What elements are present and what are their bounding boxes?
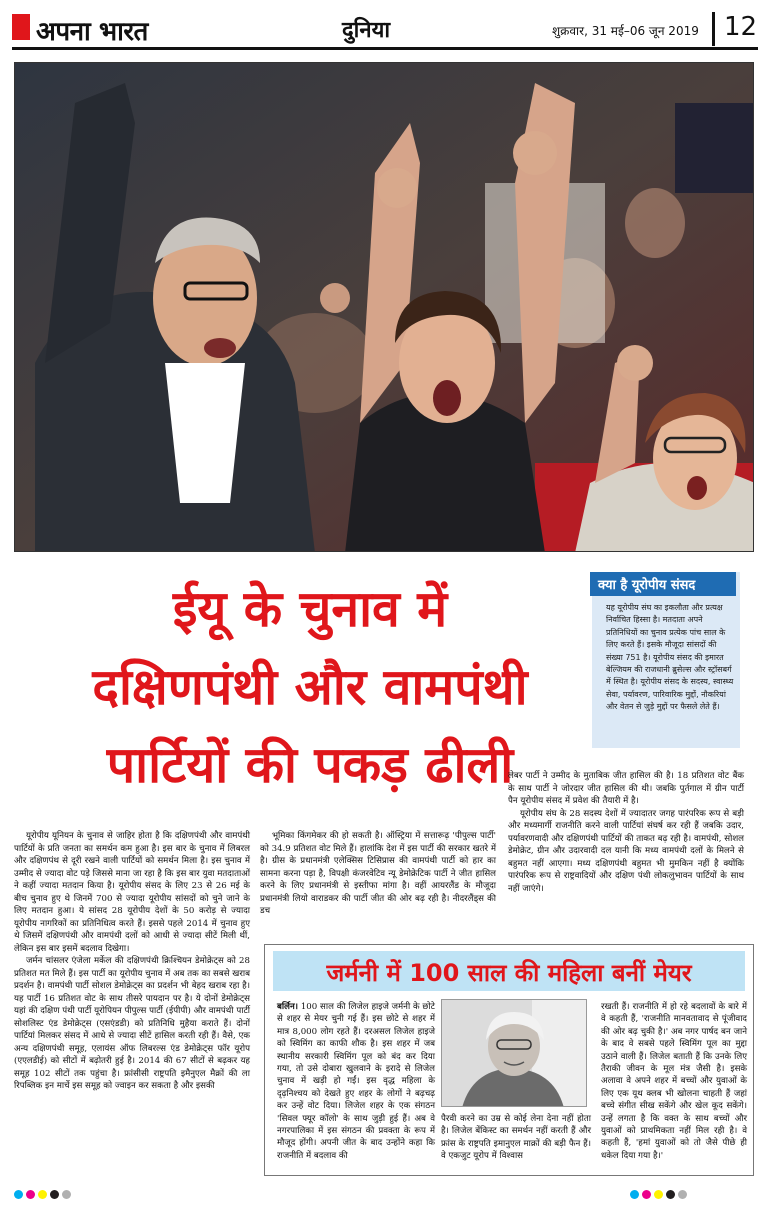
- story-column-2: पैरवी करने का उम्र से कोई लेना देना नहीं होता है। लिजेल बेंकिस्ट का समर्थन नहीं करती हैं और फ्रांस के राष्ट्रपति इमानुएल माक्रों की बड़ी फैन हैं। वे एकजुट यूरोप में विश्वास: [441, 1114, 591, 1162]
- story-text: 100 साल की लिजेल हाइजे जर्मनी के छोटे से शहर से मेयर चुनी गई हैं। इस छोटे से शहर में मात्र 8,000 लोग रहते हैं। दरअसल लिजेल हाइजे को स्विमिंग का काफी शौक है। इस शहर में जब स्थानीय सरकारी स्विमिंग पूल को बंद कर दिया गया, तो उसे दोबारा खुलवाने के इरादे से लिजेल चुनाव में खड़ी हो गईं। इस वृद्ध महिला के दृढ़निश्चय को देखते हुए शहर के लोगों ने बढ़चढ़ कर उन्हें वोट दिया। लिजेल शहर के एक संगठन 'सिवल फ्यूर कॉलो' के साथ जुड़ी हुई हैं। अब वे नगरपालिका में इस संगठन की प्रवक्ता के रूप में मौजूद होंगी। अपनी जीत के बाद उन्होंने कहा कि राजनीति में बदलाव की: [277, 1002, 436, 1161]
- registration-dot: [26, 1190, 35, 1199]
- sidebar-body: यह यूरोपीय संघ का इकलौता और प्रत्यक्ष निर्वाचित हिस्सा है। मतदाता अपने प्रतिनिधियों का चुनाव प्रत्येक पांच साल के लिए करते हैं। इसके मौजूदा सांसदों की संख्या 751 है। यूरोपीय संसद की इमारत बेल्जियम की राजधानी ब्रुसेल्स और स्ट्रॉसबर्ग में स्थित है। यूरोपीय संसद के सदस्य, स्वास्थ्य सेवा, पर्यावरण, पारिवारिक मुद्दों, नौकरियां और वेतन से जुड़े मुद्दों पर फैसले लेते हैं।: [606, 603, 734, 712]
- celebration-photo-illustration: [15, 63, 754, 552]
- registration-dot: [666, 1190, 675, 1199]
- article-paragraph: भूमिका किंगमेकर की हो सकती है। ऑस्ट्रिया में सत्तारूढ़ 'पीपुल्स पार्टी' को 34.9 प्रतिशत वोट मिले हैं। हालांकि देश में इस पार्टी की सरकार खतरे में है। ग्रीस के प्रधानमंत्री एलेक्सिस टिसिप्रास की वामपंथी पार्टी को हार का सामना करना पड़ा है, विपक्षी कंजरवेटिव न्यू डेमोक्रेटिक पार्टी ने जीत हासिल करने के लिए प्रधानमंत्री से इस्तीफा मांगा है। वहीं आयरलैंड के मौजूदा प्रधानमंत्री लियो वाराडकर की पार्टी जीत की ओर बढ़ रही है। नीदरलैंड्स की डच: [260, 831, 496, 916]
- masthead-divider: [712, 12, 715, 46]
- headline-line-3: पार्टियों की पकड़ ढीली: [106, 736, 514, 794]
- headline-line-1: ईयू के चुनाव में: [172, 580, 448, 638]
- article-paragraph: यूरोपीय संघ के 28 सदस्य देशों में ज्यादातर जगह पारंपरिक रूप से बड़ी और मध्यमार्गी राजनीति करने वाली पार्टियां संघर्ष कर रही हैं जबकि उदार, पर्यावरणवादी और दक्षिणपंथी पार्टियों की ताकत बढ़ रही है। वामपंथी, सोशल डेमोक्रेट, ग्रीन और उदारवादी दल यानी कि मध्य वामपंथी दलों के मिलने से बहुमत नहीं आएगा। मध्य दक्षिणपंथी बहुमत भी मुमकिन नहीं है क्योंकि पारंपरिक रूप से राष्ट्रवादियों और दक्षिण पंथी लोकलुभावन पार्टियों के साथ नहीं जाएंगे।: [508, 808, 744, 894]
- registration-dot: [14, 1190, 23, 1199]
- info-sidebar: [592, 572, 740, 748]
- newspaper-logo: अपना भारत: [36, 17, 148, 47]
- main-headline: [40, 570, 580, 804]
- brand-color-block: [12, 14, 30, 40]
- registration-dot: [678, 1190, 687, 1199]
- story-headline: जर्मनी में 100 साल की महिला बनीं मेयर: [273, 951, 745, 991]
- article-column-3: [508, 770, 744, 895]
- registration-dot: [654, 1190, 663, 1199]
- mayor-portrait-illustration: [442, 1000, 587, 1107]
- story-column-1: [277, 1001, 435, 1162]
- article-column-1: [14, 830, 250, 1093]
- article-paragraph: जर्मन चांसलर एंजेला मर्केल की दक्षिणपंथी क्रिश्चियन डेमोक्रेट्स को 28 प्रतिशत मत मिले हैं। इस पार्टी का यूरोपीय चुनाव में अब तक का सबसे खराब प्रदर्शन है। वामपंथी पार्टी सोशल डेमोक्रेट्स का प्रदर्शन भी बेहद खराब रहा है। यह पार्टी 16 प्रतिशत वोट के साथ तीसरे पायदान पर है। ये दोनों डेमोक्रेट्स यहां की दक्षिण पंथी पार्टी यूरोपियन पीपुल्स पार्टी (ईपीपी) और वामपंथी पार्टी सोशलिस्ट एंड डेमोक्रेट्स (एसएंडडी) को प्रतिनिधि मुहैया कराते हैं। दोनों पार्टियां मिलकर संसद में आधे से ज्यादा सीटें हासिल करती रही हैं। वैसे, एक अन्य दक्षिणपंथी समूह, एलायंस ऑफ लिबरल्स एंड डेमोक्रेट्स फॉर यूरोप (एएलडीई) को सीटों में बढ़ोतरी हुई है। 2014 की 67 सीटों से बढ़कर यह समूह 102 सीटों तक पहुंचा है। फ्रांसीसी राष्ट्रपति इमैनुएल मैक्रों की ला रिपब्लिक इन मार्चे इस समूह को ज्वाइन कर सकता है और इसकी: [14, 956, 250, 1091]
- dateline: बर्लिन।: [277, 1002, 298, 1012]
- section-title: दुनिया: [342, 18, 391, 43]
- registration-dot: [62, 1190, 71, 1199]
- registration-dot: [50, 1190, 59, 1199]
- story-column-3: रखती हैं। राजनीति में हो रहे बदलावों के बारे में वे कहती हैं, 'राजनीति मानवतावाद से पूंजीवाद की ओर बढ़ चुकी है।' अब नगर पार्षद बन जाने के बाद वे सबसे पहले स्विमिंग पूल का मुद्दा उठाने वाली हैं। लिजेल बताती हैं कि उनके लिए तैराकी जीवन के मूल मंत्र जैसी है। इसके अलावा वे अपने शहर में बच्चों और युवाओं के लिए एक यूथ क्लब भी खोलना चाहती हैं जहां बच्चे संगीत सीख सकेंगे और खेल कूद सकेंगे। उन्हें लगता है कि वक्त के साथ बच्चों और युवाओं को प्राथमिकता नहीं मिल रही है। वे कहती हैं, 'हमां युवाओं को तो जैसे पीछे ही धकेल दिया गया है।': [601, 1002, 747, 1161]
- issue-date: शुक्रवार, 31 मई–06 जून 2019: [552, 24, 699, 38]
- sidebar-title: क्या है यूरोपीय संसद: [590, 572, 736, 596]
- registration-dot: [642, 1190, 651, 1199]
- registration-dot: [38, 1190, 47, 1199]
- germany-mayor-story: [264, 944, 754, 1176]
- masthead: [12, 10, 758, 50]
- headline-line-2: दक्षिणपंथी और वामपंथी: [92, 658, 528, 716]
- page-number: 12: [724, 12, 758, 42]
- registration-dot: [630, 1190, 639, 1199]
- mayor-portrait-photo: [441, 999, 587, 1107]
- article-paragraph: यूरोपीय यूनियन के चुनाव से जाहिर होता है कि दक्षिणपंथी और वामपंथी पार्टियों के प्रति जनता का समर्थन कम हुआ है। इस बार के चुनाव में लिबरल और दक्षिणपंथ से दूरी रखने वाली पार्टियों को समर्थन मिला है। इस चुनाव में उम्मीद से ज्यादा वोट पड़े जिससे माना जा रहा है कि इस बार युवा मतदाताओं ने कहीं ज्यादा मतदान किया है। यूरोपीय संसद के लिए 23 से 26 मई के बीच चुनाव हुए थे जिनमें 700 से ज्यादा यूरोपीय सांसदों को चुने जाने के लिए मतदान हुआ। ये सांसद 28 यूरोपीय देशों के 50 करोड़ से ज्यादा यूरोपीय नागरिकों का प्रतिनिधित्व करते हैं। इससे पहले 2014 में चुनाव हुए थे जिसमें दक्षिणपंथी और वामपंथी दलों को आधी से ज्यादा सीटें मिली थीं, लेकिन इस बार इसमें बदलाव दिखेगा।: [14, 831, 250, 954]
- article-column-2: [260, 830, 496, 918]
- celebration-photo: [14, 62, 754, 552]
- article-paragraph: लेबर पार्टी ने उम्मीद के मुताबिक जीत हासिल की है। 18 प्रतिशत वोट बैंक के साथ पार्टी ने जोरदार जीत हासिल की थी। जबकि पुर्तगाल में ग्रीन पार्टी पैन यूरोपीय संसद में प्रवेश की तैयारी में है।: [508, 771, 744, 806]
- print-color-bar: [0, 1188, 768, 1202]
